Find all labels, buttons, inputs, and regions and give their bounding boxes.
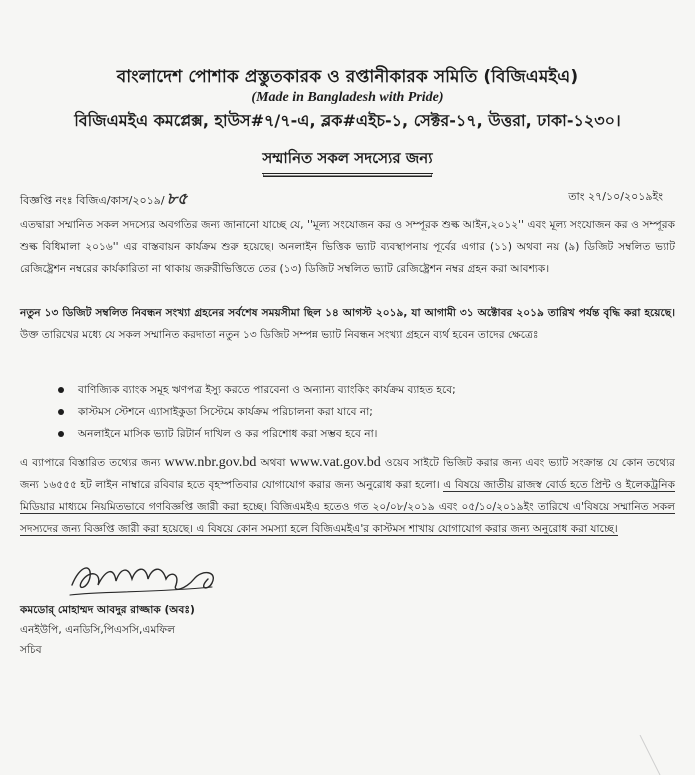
heading-wrapper [0, 147, 695, 174]
contact-text-b: অথবা [256, 457, 290, 469]
organization-name: বাংলাদেশ পোশাক প্রস্তুতকারক ও রপ্তানীকারক সমিতি (বিজিএমইএ) [116, 67, 579, 87]
signatory-title: সচিব [20, 644, 42, 656]
tagline: (Made in Bangladesh with Pride) [251, 90, 444, 105]
list-item-text: অনলাইনে মাসিক ভ্যাট রিটার্ন দাখিল ও কর পরিশোধ করা সম্ভব হবে না। [78, 428, 378, 440]
list-item [58, 423, 678, 445]
reference-line [20, 186, 187, 213]
signatory-name: কমডোর্ মোহাম্মদ আবদুর রাজ্জাক (অবঃ) [20, 604, 195, 616]
bullet-icon [58, 431, 64, 437]
vat-website-link[interactable]: www.vat.gov.bd [289, 455, 381, 470]
contact-text-a: এ ব্যাপারে বিস্তারিত তথ্যের জন্য [20, 457, 165, 469]
paragraph-intro: এতদ্বারা সম্মানিত সকল সদস্যের অবগতির জন্য জানানো যাচ্ছে যে, ''মূল্য সংযোজন কর ও সম্পূরক শুল্ক আইন,২০১২'' এবং মূল্য সংযোজন কর ও সম্পূরক শুল্ক বিধিমালা ২০১৬'' এর বাস্তবায়ন কার্যক্রম শুরু হয়েছে। অনলাইন ভিত্তিক ভ্যাট ব্যবস্থাপনায় পূর্বের এগার (১১) অথবা নয় (৯) ডিজিট সম্বলিত ভ্যাট রেজিষ্ট্রেশন নম্বরের কার্যকারিতা না থাকায় জরুরীভিত্তিতে তের (১৩) ডিজিট সম্বলিত ভ্যাট রেজিষ্ট্রেশন নম্বর গ্রহন করা আবশ্যক। [20, 219, 675, 275]
paragraph-contact [20, 452, 675, 540]
list-item [58, 401, 678, 423]
signatory-credentials: এনইউপি, এনডিসি,পিএসসি,এমফিল [20, 624, 175, 636]
paragraph-deadline [20, 302, 675, 346]
list-item-text: বাণিজ্যিক ব্যাংক সমূহ ঋণপত্র ইস্যু করতে পারবেনা ও অন্যান্য ব্যাংকিং কার্যক্রম ব্যাহত হবে; [78, 384, 456, 396]
list-item-text: কাস্টমস স্টেশনে এ্যাসাইকুডা সিস্টেমে কার্যক্রম পরিচালনা করা যাবে না; [78, 406, 373, 418]
reference-label: বিজ্ঞপ্তি নংঃ বিজিএ/কাস/২০১৯/ [20, 194, 165, 207]
signatory-block [20, 600, 195, 660]
handwritten-signature [62, 555, 252, 600]
list-item [58, 379, 678, 401]
reference-number: ৮৫ [166, 189, 188, 208]
contact-text-c: ওয়েব সাইটে ভিজিট করার জন্য এবং ভ্যাট সংক্রান্ত যে কোন তথ্যের জন্য ১৬৫৫৫ হট লাইন নাম্বারে রবিবার হতে বৃহস্পতিবার যোগাযোগ করার জন্য অনুরোধ করা হলো। [20, 457, 675, 491]
notice-date: তাং ২৭/১০/২০১৯ইং [568, 190, 663, 203]
bullet-icon [58, 387, 64, 393]
deadline-rest-text: উক্ত তারিখের মধ্যে যে সকল সম্মানিত করদাতা নতুন ১৩ ডিজিট সম্পন্ন ভ্যাট নিবন্ধন সংখ্যা গ্রহনে ব্যর্থ হবেন তাদের ক্ষেত্রেঃ [20, 329, 539, 341]
nbr-website-link[interactable]: www.nbr.gov.bd [164, 455, 257, 470]
deadline-bold-text: নতুন ১৩ ডিজিট সম্বলিত নিবন্ধন সংখ্যা গ্রহনের সর্বশেষ সময়সীমা ছিল ১৪ আগস্ট ২০১৯, যা আগামী ৩১ অক্টোবর ২০১৯ তারিখ পর্যন্ত বৃদ্ধি করা হয়েছে। [20, 307, 675, 319]
underlined-notice-text: এ বিষয়ে জাতীয় রাজস্ব বোর্ড হতে প্রিন্ট ও ইলেকট্রনিক মিডিয়ার মাধ্যমে নিয়মিতভাবে গণবিজ্ঞপ্তি জারী করা হচ্ছে। বিজিএমইএ হতেও গত ২০/০৮/২০১৯ এবং ০৫/১০/২০১৯ইং তারিখে এ'বিষয়ে সম্মানিত সকল সদস্যদের জন্য বিজ্ঞপ্তি জারী করা হয়েছে। এ বিষয়ে কোন সমস্যা হলে বিজিএমইএ'র কাস্টমস শাখায় যোগাযোগ করার জন্য অনুরোধ করা যাচ্ছে। [20, 479, 675, 535]
paper-fold-mark [620, 735, 680, 775]
notice-heading: সম্মানিত সকল সদস্যের জন্য [262, 147, 432, 174]
consequence-list [58, 379, 678, 445]
bullet-icon [58, 409, 64, 415]
address: বিজিএমইএ কমপ্লেক্স, হাউস#৭/৭-এ, ব্লক#এইচ-১, সেক্টর-১৭, উত্তরা, ঢাকা-১২৩০। [74, 111, 621, 130]
